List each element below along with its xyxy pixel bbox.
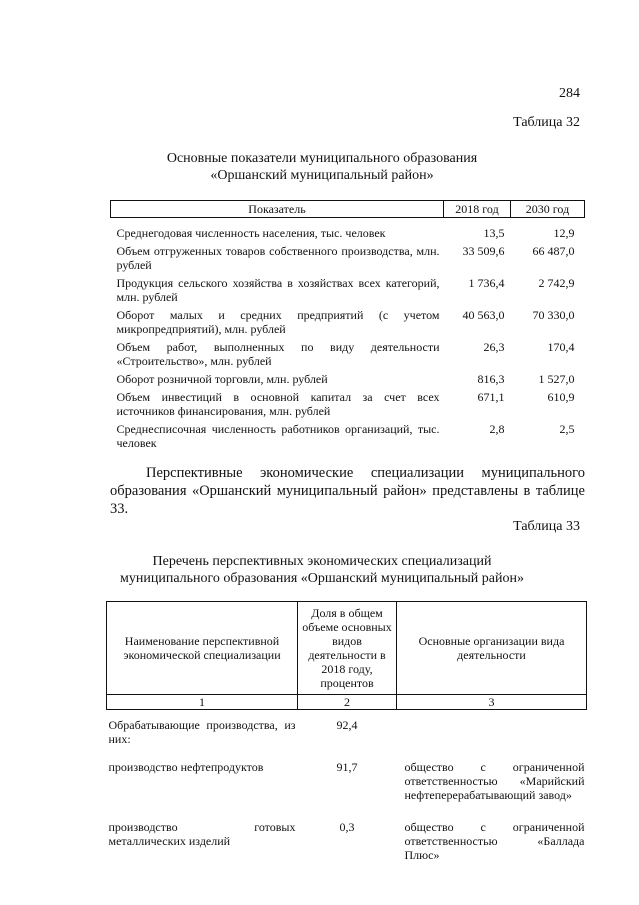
header-organizations: Основные организации вида деятельности <box>397 602 587 695</box>
header-share: Доля в общем объеме основных видов деятельности в 2018 году, процентов <box>298 602 397 695</box>
indicator-name: Оборот малых и средних предприятий (с учетом микропредприятий), млн. рублей <box>116 308 440 336</box>
page-number: 284 <box>559 86 580 101</box>
table-32-caption <box>60 150 584 184</box>
specialization-organizations: общество с ограниченной ответственностью «Марийский нефтеперерабатывающий завод» <box>404 760 585 802</box>
value-2030: 2,5 <box>559 422 575 436</box>
table-row <box>111 388 585 420</box>
paragraph-text: Перспективные экономические специализации муниципального образования «Оршанский муниципальный район» представлены в таблице 33. <box>110 465 585 517</box>
specialization-share: 92,4 <box>336 718 358 732</box>
table-row <box>111 420 585 452</box>
specialization-organizations: общество с ограниченной ответственностью «Баллада Плюс» <box>404 820 585 862</box>
value-2018: 1 736,4 <box>468 276 505 290</box>
value-2030: 610,9 <box>547 390 575 404</box>
indicator-name: Объем работ, выполненных по виду деятельности «Строительство», млн. рублей <box>116 340 440 368</box>
value-2018: 816,3 <box>477 372 505 386</box>
column-number-2: 2 <box>298 695 397 710</box>
indicator-name: Среднегодовая численность населения, тыс. человек <box>116 226 386 240</box>
value-2030: 12,9 <box>553 226 575 240</box>
value-2018: 26,3 <box>483 340 505 354</box>
specialization-name: производство нефтепродуктов <box>108 760 264 774</box>
table-row <box>107 710 587 751</box>
header-specialization: Наименование перспективной экономической специализации <box>107 602 298 695</box>
specializations-table <box>106 601 587 866</box>
table-row <box>111 306 585 338</box>
indicator-name: Продукция сельского хозяйства в хозяйствах всех категорий, млн. рублей <box>116 276 440 304</box>
value-2018: 33 509,6 <box>462 244 505 258</box>
indicator-name: Оборот розничной торговли, млн. рублей <box>116 372 328 386</box>
specialization-name: Обрабатывающие производства, из них: <box>108 718 296 746</box>
value-2018: 2,8 <box>489 422 505 436</box>
value-2030: 66 487,0 <box>532 244 575 258</box>
indicator-name: Объем инвестиций в основной капитал за счет всех источников финансирования, млн. рублей <box>116 390 440 418</box>
value-2030: 2 742,9 <box>538 276 575 290</box>
table-row <box>111 218 585 243</box>
table-32-caption-line2: «Оршанский муниципальный район» <box>210 168 434 183</box>
table-row <box>107 806 587 866</box>
header-2030: 2030 год <box>511 201 585 218</box>
value-2018: 13,5 <box>483 226 505 240</box>
specialization-share: 0,3 <box>339 820 355 834</box>
specialization-organizations <box>397 710 587 751</box>
table-33-caption-line1: Перечень перспективных экономических специализаций <box>152 554 492 569</box>
specialization-share: 91,7 <box>336 760 358 774</box>
table-33-caption <box>60 553 584 587</box>
intro-paragraph <box>110 464 585 518</box>
value-2030: 170,4 <box>547 340 575 354</box>
table-row <box>107 750 587 806</box>
table-33-caption-line2: муниципального образования «Оршанский муниципальный район» <box>120 571 524 586</box>
table-row <box>111 242 585 274</box>
table-row <box>111 274 585 306</box>
value-2018: 40 563,0 <box>462 308 505 322</box>
specialization-name: производство готовых металлических изделий <box>108 820 296 848</box>
table-32-caption-line1: Основные показатели муниципального образования <box>166 151 478 166</box>
table-32-label: Таблица 32 <box>513 115 580 130</box>
value-2018: 671,1 <box>477 390 505 404</box>
header-2018: 2018 год <box>444 201 511 218</box>
table-row <box>111 338 585 370</box>
indicators-table <box>110 200 585 452</box>
table-33-label: Таблица 33 <box>513 519 580 534</box>
column-number-3: 3 <box>397 695 587 710</box>
value-2030: 70 330,0 <box>532 308 575 322</box>
header-indicator: Показатель <box>111 201 444 218</box>
indicator-name: Объем отгруженных товаров собственного производства, млн. рублей <box>116 244 440 272</box>
column-number-1: 1 <box>107 695 298 710</box>
table-row <box>111 370 585 388</box>
indicator-name: Среднесписочная численность работников организаций, тыс. человек <box>116 422 440 450</box>
value-2030: 1 527,0 <box>538 372 575 386</box>
